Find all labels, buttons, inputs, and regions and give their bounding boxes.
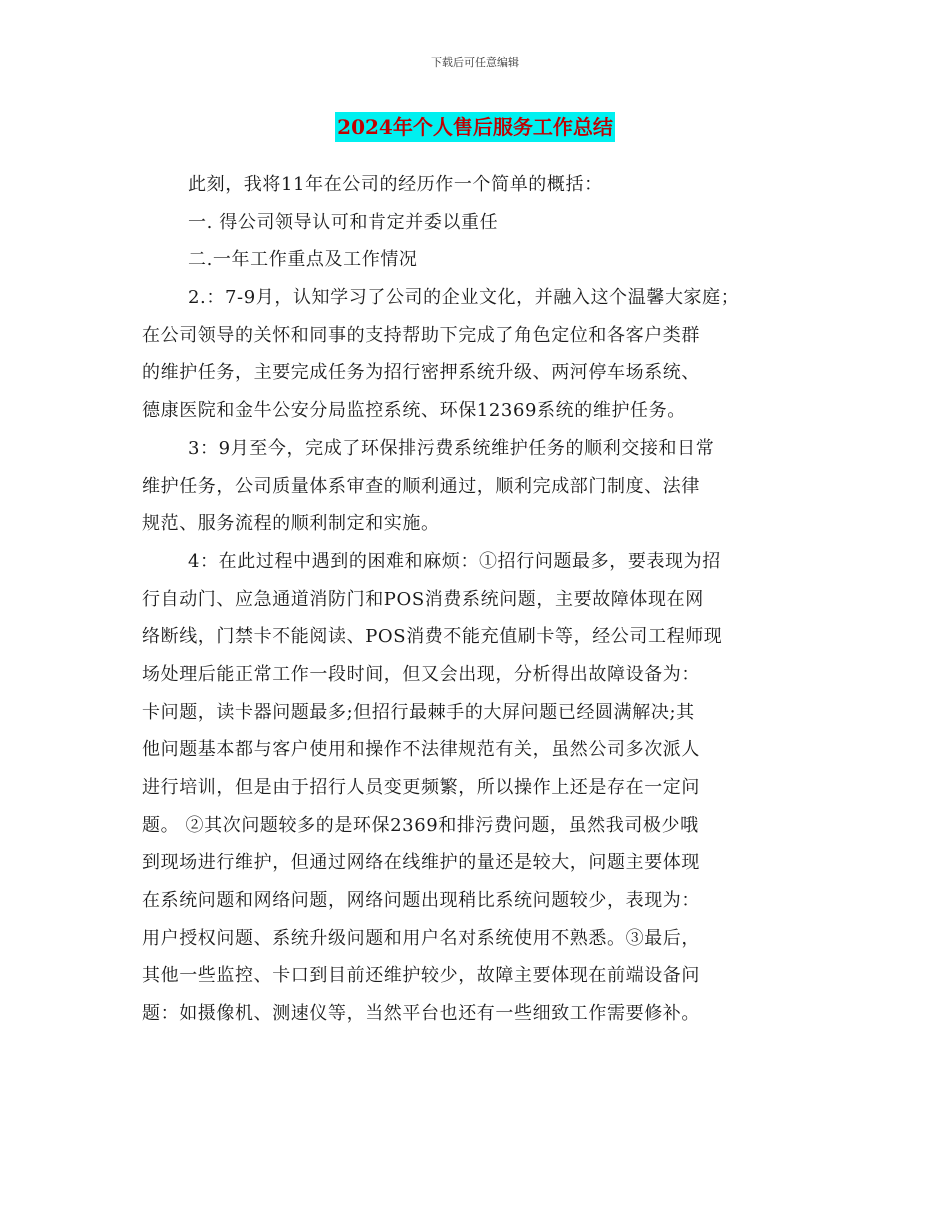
body-line: 络断线，门禁卡不能阅读、POS消费不能充值刷卡等，经公司工程师现 [142, 626, 723, 648]
body-line: 德康医院和金牛公安分局监控系统、环保12369系统的维护任务。 [142, 400, 686, 422]
body-line: 维护任务，公司质量体系审查的顺利通过，顺利完成部门制度、法律 [142, 475, 700, 497]
body-line: 卡问题，读卡器问题最多;但招行最棘手的大屏问题已经圆满解决;其 [142, 701, 695, 723]
body-line: 进行培训，但是由于招行人员变更频繁，所以操作上还是存在一定问 [142, 777, 700, 798]
body-line: 题。 ②其次问题较多的是环保2369和排污费问题，虽然我司极少哦 [142, 814, 699, 836]
body-line: 场处理后能正常工作一段时间，但又会出现，分析得出故障设备为： [142, 663, 700, 685]
body-line: 3：9月至今，完成了环保排污费系统维护任务的顺利交接和日常 [188, 437, 715, 459]
title-container [0, 112, 950, 142]
body-line: 二.一年工作重点及工作情况 [188, 249, 418, 271]
body-line: 一. 得公司领导认可和肯定并委以重任 [188, 211, 499, 233]
document-body [142, 166, 812, 1033]
body-line: 题：如摄像机、测速仪等，当然平台也还有一些细致工作需要修补。 [142, 1003, 700, 1025]
body-line: 4：在此过程中遇到的困难和麻烦：①招行问题最多，要表现为招 [188, 550, 721, 572]
body-line: 的维护任务，主要完成任务为招行密押系统升级、两河停车场系统、 [142, 362, 700, 384]
body-line: 其他一些监控、卡口到目前还维护较少，故障主要体现在前端设备问 [142, 965, 700, 987]
document-title: 2024年个人售后服务工作总结 [335, 112, 615, 142]
body-line: 规范、服务流程的顺利制定和实施。 [142, 513, 440, 535]
body-line: 到现场进行维护，但通过网络在线维护的量还是较大，问题主要体现 [142, 852, 700, 874]
body-line: 他问题基本都与客户使用和操作不法律规范有关，虽然公司多次派人 [142, 739, 700, 761]
body-line: 2.：7-9月，认知学习了公司的企业文化，并融入这个温馨大家庭； [188, 287, 740, 309]
body-line: 此刻，我将11年在公司的经历作一个简单的概括： [188, 174, 603, 195]
body-line: 用户授权问题、系统升级问题和用户名对系统使用不熟悉。③最后， [142, 927, 700, 949]
body-line: 在公司领导的关怀和同事的支持帮助下完成了角色定位和各客户类群 [142, 324, 700, 346]
body-line: 在系统问题和网络问题，网络问题出现稍比系统问题较少，表现为： [142, 890, 700, 912]
page-header-note: 下载后可任意编辑 [431, 56, 519, 69]
body-line: 行自动门、应急通道消防门和POS消费系统问题，主要故障体现在网 [142, 588, 704, 610]
